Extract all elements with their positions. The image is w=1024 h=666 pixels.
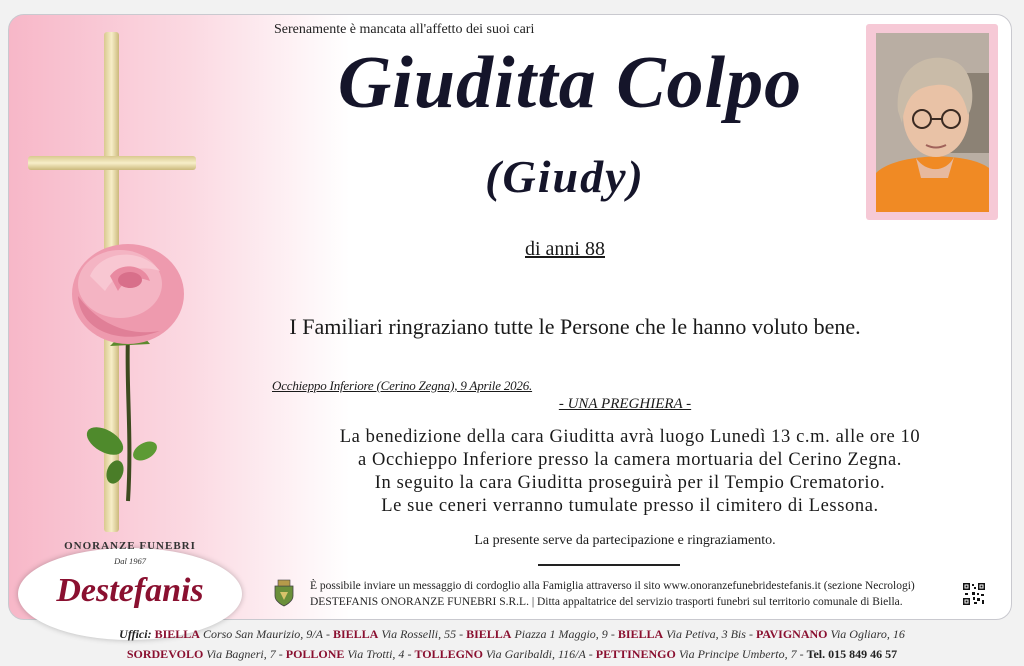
office-city: BIELLA <box>332 627 379 641</box>
separator: - <box>407 647 415 661</box>
portrait-photo <box>876 33 989 212</box>
office-address: Piazza 1 Maggio, 9 <box>514 627 608 641</box>
office-city: BIELLA <box>617 627 664 641</box>
separator: - <box>748 627 756 641</box>
separator: - <box>459 627 467 641</box>
ceremony-line: Le sue ceneri verranno tumulate presso il cimitero di Lessona. <box>381 496 879 516</box>
office-address: Via Garibaldi, 116/A <box>485 647 586 661</box>
offices-label: Uffici: <box>119 627 152 641</box>
company-logo <box>18 532 242 628</box>
office-address: Via Trotti, 4 <box>347 647 405 661</box>
company-info: DESTEFANIS ONORANZE FUNEBRI S.R.L. | Ditta appaltatrice del servizio trasporti funebri sul territorio comunale di Biella. <box>310 596 903 608</box>
deceased-name: Giuditta Colpo <box>337 42 803 124</box>
office-address: Via Principe Umberto, 7 <box>678 647 797 661</box>
separator: - <box>278 647 286 661</box>
separator: - <box>325 627 333 641</box>
thanks-text: I Familiari ringraziano tutte le Persone che le hanno voluto bene. <box>289 314 861 339</box>
separator: - <box>610 627 618 641</box>
intro-text: Serenamente è mancata all'affetto dei suoi cari <box>274 22 535 37</box>
office-city: POLLONE <box>285 647 345 661</box>
prayer-heading: - UNA PREGHIERA - <box>558 396 692 412</box>
logo-year: Dal 1967 <box>114 556 146 566</box>
office-address: Via Ogliaro, 16 <box>830 627 905 641</box>
offices-row-2 <box>0 644 1024 664</box>
logo-arc-text: ONORANZE FUNEBRI <box>64 540 196 552</box>
rose-image <box>60 236 210 506</box>
office-city: PAVIGNANO <box>755 627 828 641</box>
office-address: Via Petiva, 3 Bis <box>666 627 746 641</box>
office-city: BIELLA <box>154 627 200 641</box>
municipal-crest-icon <box>272 578 296 608</box>
participation-note: La presente serve da partecipazione e ringraziamento. <box>474 533 776 548</box>
offices-footer <box>0 624 1024 664</box>
office-address: Via Bagneri, 7 <box>206 647 276 661</box>
deceased-nickname: (Giudy) <box>485 151 645 202</box>
divider <box>538 564 680 566</box>
office-city: PETTINENGO <box>595 647 676 661</box>
offices-row-1 <box>0 624 1024 644</box>
ceremony-line: La benedizione della cara Giuditta avrà luogo Lunedì 13 c.m. alle ore 10 <box>339 427 921 447</box>
footer-note <box>310 578 915 610</box>
ceremony-line: In seguito la cara Giuditta proseguirà per il Tempio Crematorio. <box>374 473 886 493</box>
office-phone: Tel. 015 849 46 57 <box>806 647 898 661</box>
office-address: Corso San Maurizio, 9/A <box>202 627 323 641</box>
place-date: Occhieppo Inferiore (Cerino Zegna), 9 Aprile 2026. <box>272 378 533 393</box>
ceremony-details <box>250 426 1010 518</box>
ceremony-line: a Occhieppo Inferiore presso la camera mortuaria del Cerino Zegna. <box>357 450 902 470</box>
deceased-age: di anni 88 <box>525 238 605 260</box>
office-city: TOLLEGNO <box>414 647 483 661</box>
qr-code-icon[interactable] <box>962 582 986 606</box>
office-address: Via Rosselli, 55 <box>381 627 457 641</box>
office-city: SORDEVOLO <box>126 647 204 661</box>
separator: - <box>588 647 596 661</box>
separator: - <box>799 647 807 661</box>
office-city: BIELLA <box>466 627 512 641</box>
condolence-info: È possibile inviare un messaggio di cordoglio alla Famiglia attraverso il sito www.onoranzefunebridestefanis.it (sezione Necrologi) <box>310 580 915 592</box>
logo-brand: Destefanis <box>56 572 204 609</box>
